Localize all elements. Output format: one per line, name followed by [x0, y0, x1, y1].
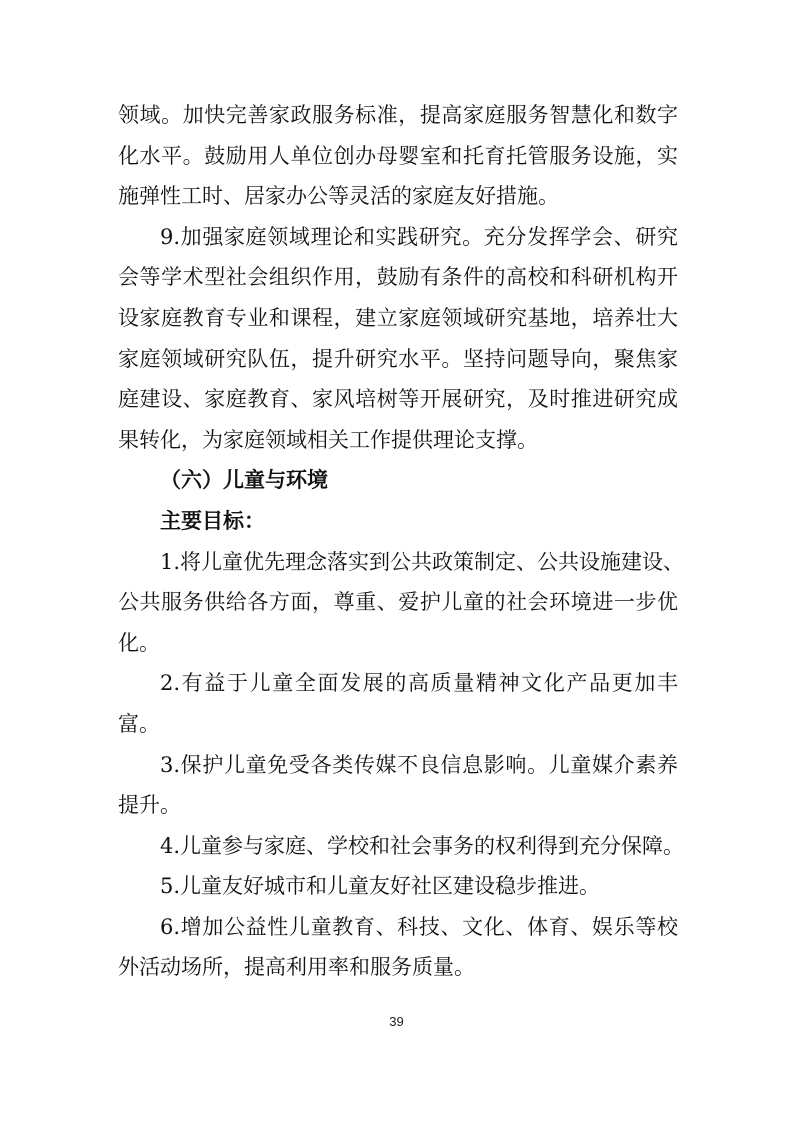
text-line: 会等学术型社会组织作用，鼓励有条件的高校和科研机构开 — [118, 265, 678, 290]
page-number: 39 — [389, 1014, 404, 1029]
text-line: 6.增加公益性儿童教育、科技、文化、体育、娱乐等校 — [160, 914, 678, 939]
text-line: 施弹性工时、居家办公等灵活的家庭友好措施。 — [118, 184, 559, 209]
text-line: 9.加强家庭领域理论和实践研究。充分发挥学会、研究 — [160, 224, 678, 249]
text-line: 提升。 — [118, 793, 181, 818]
text-line: 家庭领域研究队伍，提升研究水平。坚持问题导向，聚焦家 — [118, 346, 678, 371]
section-heading: （六）儿童与环境 — [160, 468, 328, 493]
text-line: 设家庭教育专业和课程，建立家庭领域研究基地，培养壮大 — [118, 305, 678, 330]
text-line: 果转化，为家庭领域相关工作提供理论支撑。 — [118, 427, 538, 452]
text-line: 公共服务供给各方面，尊重、爱护儿童的社会环境进一步优 — [118, 590, 678, 615]
text-line: 化水平。鼓励用人单位创办母婴室和托育托管服务设施，实 — [118, 143, 678, 168]
text-line: 庭建设、家庭教育、家风培树等开展研究，及时推进研究成 — [118, 387, 678, 412]
subheading-main-goals: 主要目标： — [160, 508, 265, 533]
text-line: 富。 — [118, 711, 160, 736]
text-line: 领域。加快完善家政服务标准，提高家庭服务智慧化和数字 — [118, 103, 678, 127]
text-line: 化。 — [118, 630, 160, 655]
text-line: 1.将儿童优先理念落实到公共政策制定、公共设施建设、 — [160, 549, 685, 574]
body-text — [118, 95, 685, 988]
text-line: 5.儿童友好城市和儿童友好社区建设稳步推进。 — [160, 874, 601, 899]
text-line: 外活动场所，提高利用率和服务质量。 — [118, 955, 475, 980]
text-line: 4.儿童参与家庭、学校和社会事务的权利得到充分保障。 — [160, 833, 685, 858]
text-line: 2.有益于儿童全面发展的高质量精神文化产品更加丰 — [160, 671, 678, 696]
text-line: 3.保护儿童免受各类传媒不良信息影响。儿童媒介素养 — [160, 752, 678, 777]
